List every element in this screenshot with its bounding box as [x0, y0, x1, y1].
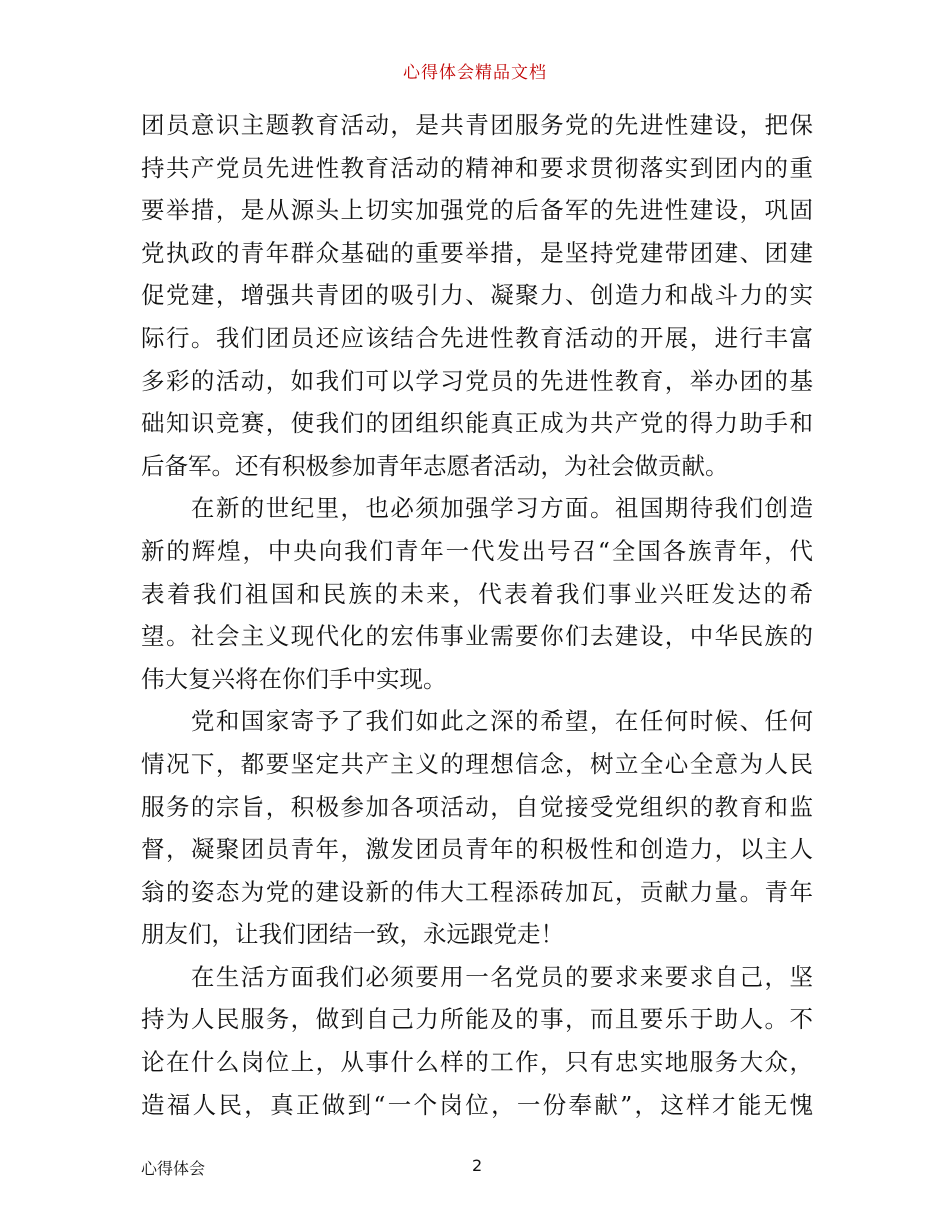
- text-line: 团员意识主题教育活动，是共青团服务党的先进性建设，把保: [141, 111, 813, 139]
- text-line: 持为人民服务，做到自己力所能及的事，而且要乐于助人。不: [141, 1005, 813, 1034]
- text-line: 望。社会主义现代化的宏伟事业需要你们去建设，中华民族的: [141, 622, 813, 651]
- paragraph: [141, 487, 813, 700]
- paragraph: [141, 104, 813, 487]
- text-line: 持共产党员先进性教育活动的精神和要求贯彻落实到团内的重: [141, 153, 813, 182]
- text-line: 督，凝聚团员青年，激发团员青年的积极性和创造力，以主人: [141, 835, 813, 864]
- text-line: 后备军。还有积极参加青年志愿者活动，为社会做贡献。: [141, 451, 729, 480]
- text-line: 伟大复兴将在你们手中实现。: [141, 664, 447, 693]
- text-line: 党和国家寄予了我们如此之深的希望，在任何时候、任何: [141, 707, 813, 736]
- text-line: 础知识竞赛，使我们的团组织能真正成为共产党的得力助手和: [141, 409, 813, 438]
- text-line: 要举措，是从源头上切实加强党的后备军的先进性建设，巩固: [141, 196, 813, 225]
- text-line: 党执政的青年群众基础的重要举措，是坚持党建带团建、团建: [141, 238, 813, 267]
- text-line: 造福人民，真正做到“一个岗位，一份奉献”，这样才能无愧: [141, 1090, 813, 1119]
- footer-label: 心得体会: [141, 1159, 206, 1178]
- text-line: 多彩的活动，如我们可以学习党员的先进性教育，举办团的基: [141, 366, 813, 395]
- text-line: 在新的世纪里，也必须加强学习方面。祖国期待我们创造: [141, 494, 813, 523]
- paragraph: [141, 956, 813, 1126]
- text-line: 促党建，增强共青团的吸引力、凝聚力、创造力和战斗力的实: [141, 281, 813, 310]
- document-body: [141, 104, 813, 1126]
- text-line: 在生活方面我们必须要用一名党员的要求来要求自己，坚: [141, 962, 813, 991]
- paragraph: [141, 700, 813, 956]
- text-line: 翁的姿态为党的建设新的伟大工程添砖加瓦，贡献力量。青年: [141, 877, 813, 906]
- text-line: 论在什么岗位上，从事什么样的工作，只有忠实地服务大众，: [141, 1048, 813, 1077]
- text-line: 际行。我们团员还应该结合先进性教育活动的开展，进行丰富: [141, 323, 813, 352]
- text-line: 朋友们，让我们团结一致，永远跟党走！: [141, 920, 564, 949]
- text-line: 服务的宗旨，积极参加各项活动，自觉接受党组织的教育和监: [141, 792, 813, 821]
- text-line: 表着我们祖国和民族的未来，代表着我们事业兴旺发达的希: [141, 579, 813, 608]
- text-line: 新的辉煌，中央向我们青年一代发出号召“全国各族青年，代: [141, 536, 813, 565]
- page-number: 2: [472, 1156, 483, 1175]
- text-line: 情况下，都要坚定共产主义的理想信念，树立全心全意为人民: [141, 749, 813, 778]
- page-header-title: 心得体会精品文档: [403, 63, 547, 83]
